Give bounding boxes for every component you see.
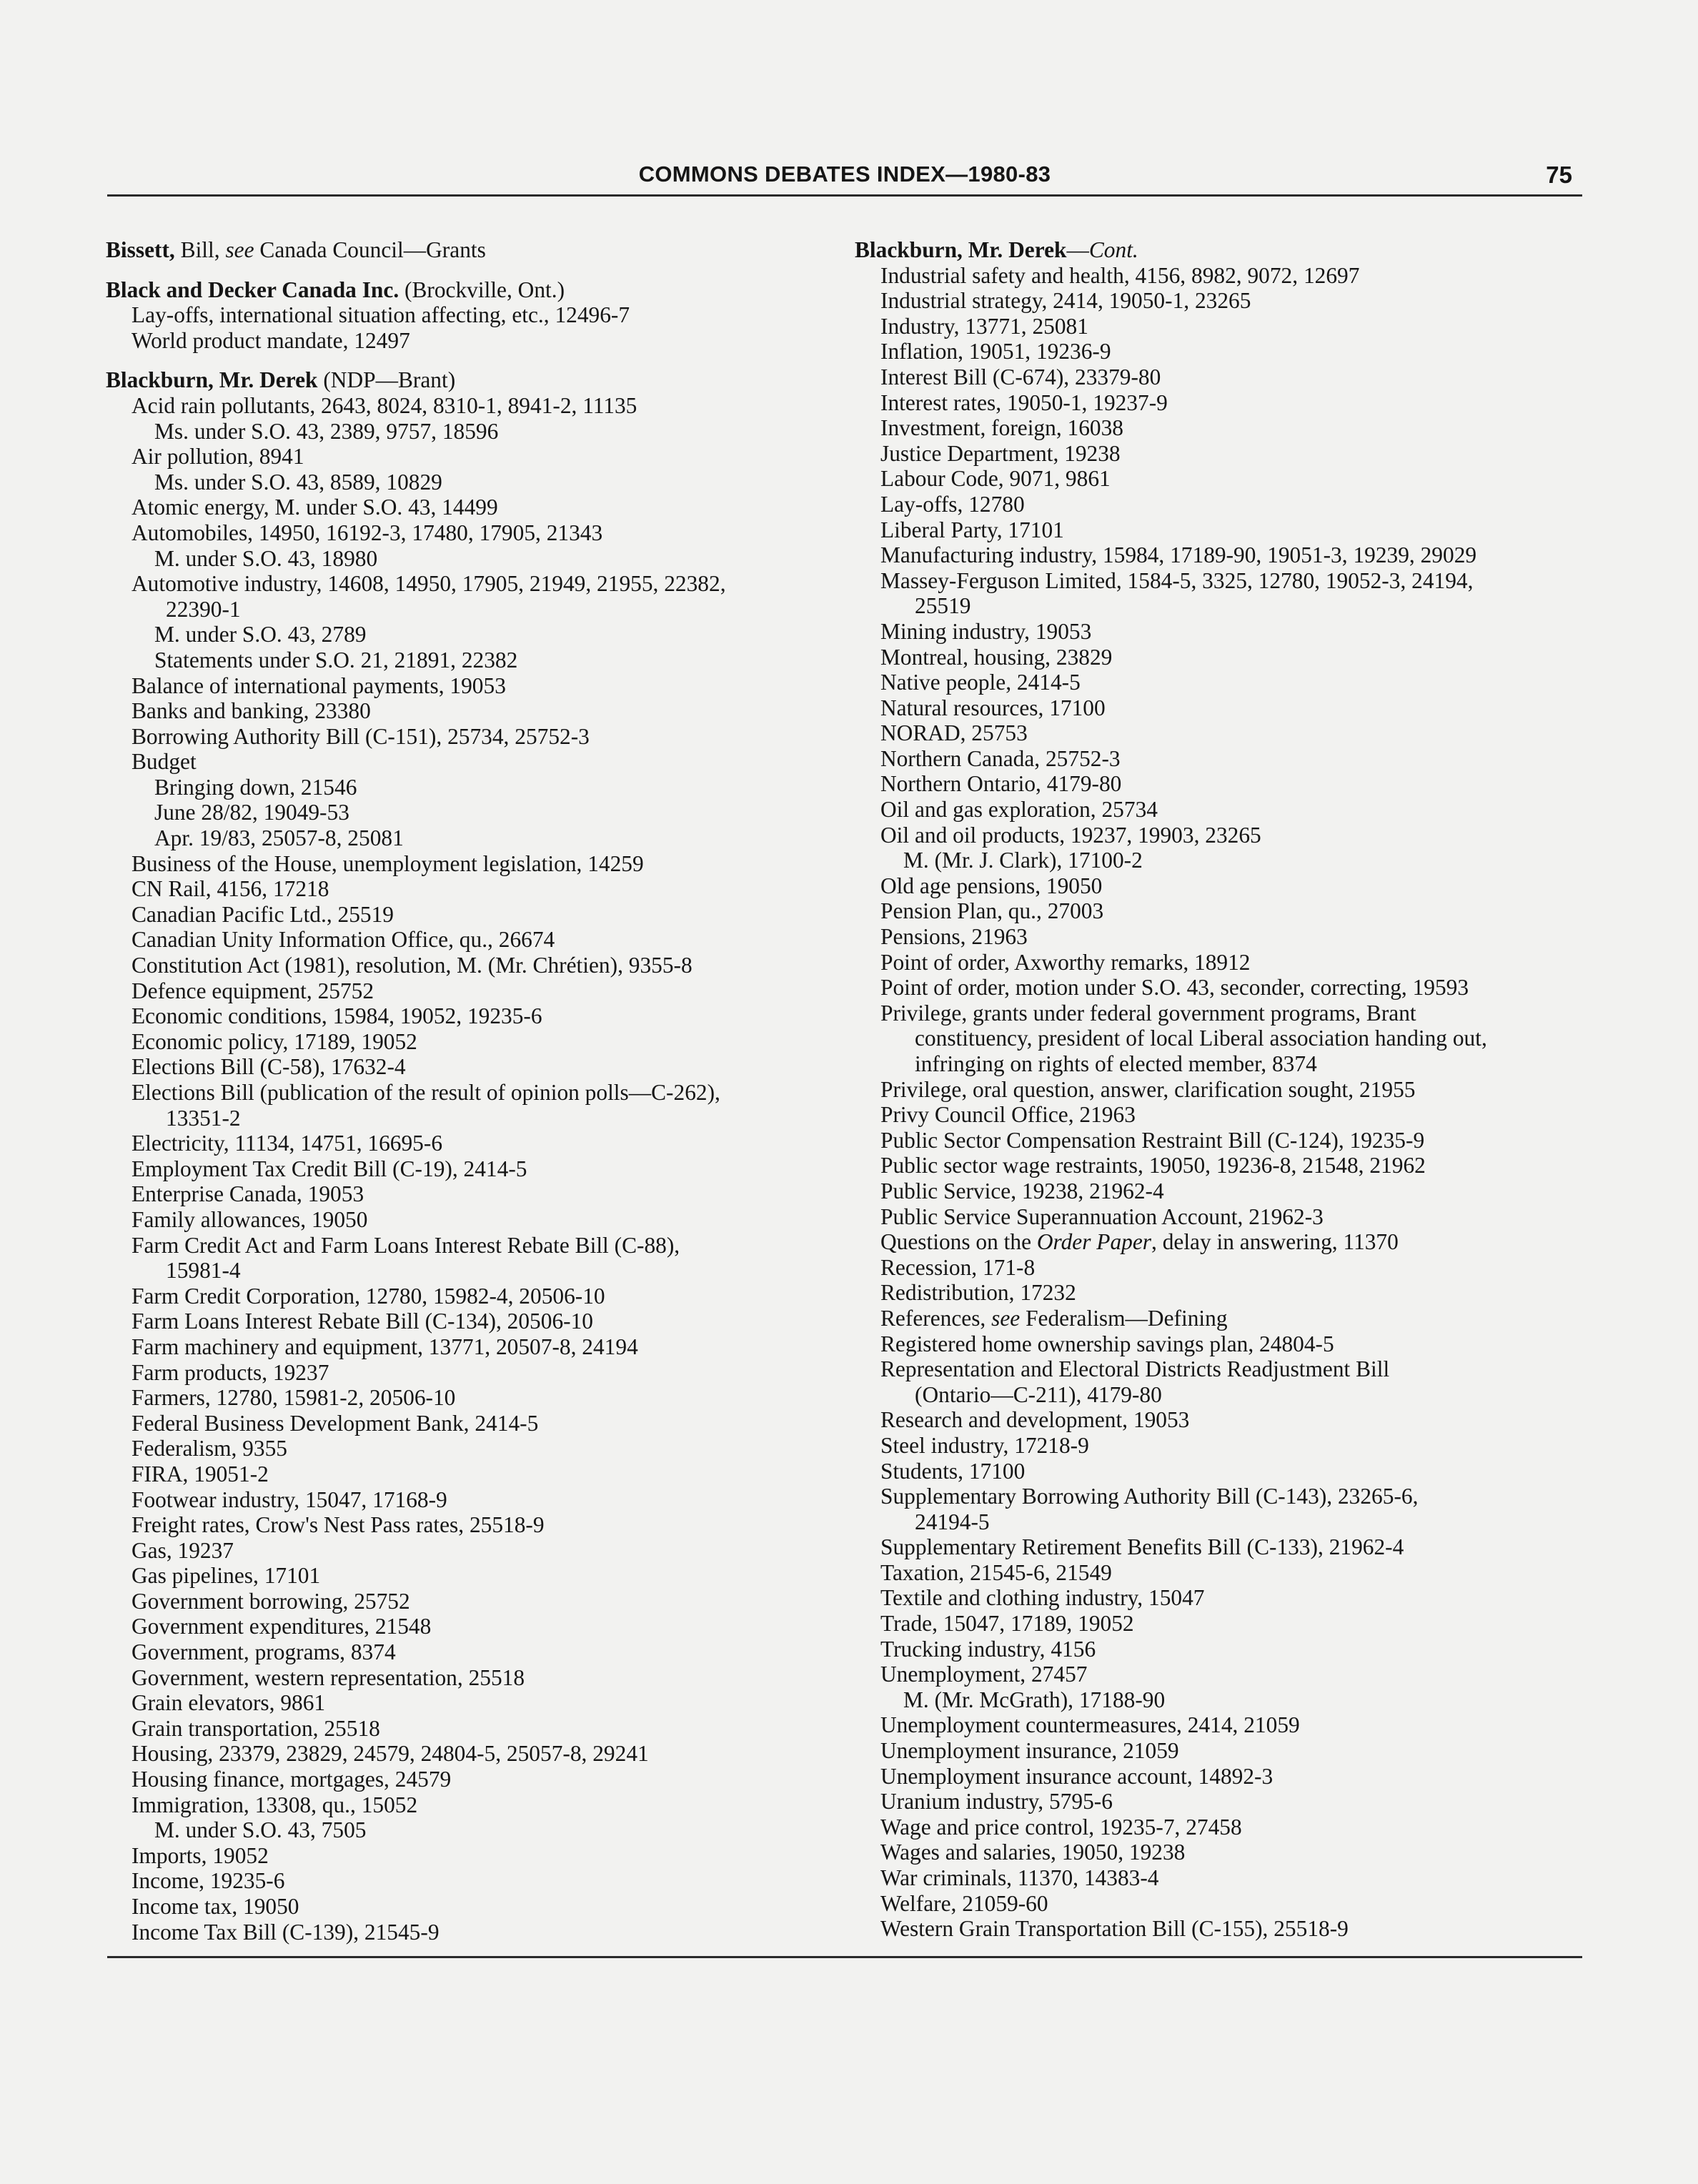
subentry-text: Inflation, 19051, 19236-9 <box>880 339 1111 364</box>
sub-subentry <box>106 800 835 825</box>
subentry-text: M. under S.O. 43, 18980 <box>154 545 378 571</box>
subentry-text: Budget <box>131 749 197 775</box>
subentry-text: Economic conditions, 15984, 19052, 19235-6 <box>131 1003 542 1029</box>
subentry-text: 15981-4 <box>166 1258 241 1284</box>
subentry-text: Research and development, 19053 <box>880 1407 1190 1433</box>
running-head-title: COMMONS DEBATES INDEX—1980-83 <box>638 162 1051 187</box>
subentry <box>106 1309 835 1334</box>
subentry-text: Borrowing Authority Bill (C-151), 25734, 25752-3 <box>131 723 590 749</box>
footer-rule <box>107 1956 1582 1958</box>
subentry <box>106 724 835 750</box>
subentry-text: infringing on rights of elected member, 8374 <box>915 1051 1317 1076</box>
subentry-text: Taxation, 21545-6, 21549 <box>880 1559 1112 1585</box>
subentry-text: Mining industry, 19053 <box>880 618 1092 644</box>
subentry-text: Income Tax Bill (C-139), 21545-9 <box>131 1919 440 1945</box>
subentry <box>855 441 1591 467</box>
subentry-text: Ms. under S.O. 43, 8589, 10829 <box>154 469 442 495</box>
subentry-text: Government expenditures, 21548 <box>131 1614 432 1639</box>
subentry-text: June 28/82, 19049-53 <box>154 800 349 825</box>
subentry-text: Imports, 19052 <box>131 1842 269 1868</box>
subentry-text: Banks and banking, 23380 <box>131 698 371 724</box>
subentry <box>855 1611 1591 1637</box>
subentry <box>106 749 835 775</box>
subentry <box>855 1407 1591 1433</box>
subentry-continuation <box>106 1106 835 1131</box>
subentry <box>106 1181 835 1207</box>
subentry-text: Industrial safety and health, 4156, 8982, 9072, 12697 <box>880 262 1360 288</box>
subentry-text: Oil and oil products, 19237, 19903, 23265 <box>880 822 1261 848</box>
subentry <box>855 619 1591 645</box>
subentry-text: Pensions, 21963 <box>880 924 1028 950</box>
subentry-text: Privilege, oral question, answer, clarification sought, 21955 <box>880 1076 1416 1102</box>
subentry-text: M. under S.O. 43, 7505 <box>154 1817 367 1843</box>
subentry <box>855 797 1591 823</box>
subentry <box>855 314 1591 339</box>
subentry-text: Gas, 19237 <box>131 1537 234 1563</box>
subentry <box>855 1153 1591 1178</box>
subentry-text: Old age pensions, 19050 <box>880 873 1103 898</box>
entry-heading <box>106 237 835 263</box>
subentry <box>855 746 1591 772</box>
subentry-text: Recession, 171-8 <box>880 1254 1036 1280</box>
subentry-text: Point of order, Axworthy remarks, 18912 <box>880 949 1251 975</box>
subentry <box>106 1741 835 1767</box>
sub-subentry <box>106 775 835 800</box>
subentry-text: Immigration, 13308, qu., 15052 <box>131 1792 418 1817</box>
subentry-text: Elections Bill (C-58), 17632-4 <box>131 1054 406 1080</box>
subentry-text: Interest rates, 19050-1, 19237-9 <box>880 389 1168 415</box>
subentry <box>855 924 1591 950</box>
subentry <box>855 1128 1591 1153</box>
subentry-text: References, <box>880 1305 992 1331</box>
entry-heading <box>106 277 835 303</box>
subentry-text: Industrial strategy, 2414, 19050-1, 23265 <box>880 288 1251 314</box>
subentry-text: Supplementary Retirement Benefits Bill (C-133), 21962-4 <box>880 1534 1404 1560</box>
subentry-text: Welfare, 21059-60 <box>880 1890 1048 1916</box>
subentry-text: Apr. 19/83, 25057-8, 25081 <box>154 825 404 851</box>
subentry-text: constituency, president of local Liberal association handing out, <box>915 1026 1487 1051</box>
subentry-italic-text: see <box>991 1305 1021 1331</box>
subentry-text: Industry, 13771, 25081 <box>880 313 1088 339</box>
subentry-text: Public Service Superannuation Account, 21962-3 <box>880 1203 1324 1229</box>
subentry-text: Footwear industry, 15047, 17168-9 <box>131 1486 447 1512</box>
subentry-text: Questions on the <box>880 1229 1037 1255</box>
subentry <box>855 695 1591 721</box>
subentry <box>106 1589 835 1614</box>
subentry-text: Redistribution, 17232 <box>880 1280 1076 1306</box>
subentry <box>855 568 1591 594</box>
subentry-text: Manufacturing industry, 15984, 17189-90, 19051-3, 19239, 29029 <box>880 542 1477 568</box>
subentry-text: Unemployment insurance, 21059 <box>880 1738 1179 1764</box>
subentry-text: Uranium industry, 5795-6 <box>880 1789 1113 1815</box>
subentry <box>106 1003 835 1029</box>
subentry <box>106 1665 835 1691</box>
subentry <box>855 720 1591 746</box>
subentry-text: Economic policy, 17189, 19052 <box>131 1028 417 1054</box>
subentry <box>106 1385 835 1411</box>
subentry-text: Grain transportation, 25518 <box>131 1715 380 1741</box>
subentry <box>106 1156 835 1182</box>
subentry <box>106 1436 835 1461</box>
subentry <box>855 1484 1591 1509</box>
subentry-continuation <box>855 1051 1591 1077</box>
subentry-text: Labour Code, 9071, 9861 <box>880 466 1111 492</box>
subentry <box>106 1792 835 1818</box>
subentry <box>855 1637 1591 1662</box>
subentry <box>855 1840 1591 1865</box>
subentry-continuation <box>855 593 1591 619</box>
subentry-text-after: , delay in answering, 11370 <box>1151 1229 1399 1255</box>
subentry <box>106 1639 835 1665</box>
sub-subentry <box>106 622 835 647</box>
subentry <box>855 263 1591 289</box>
subentry-text: Electricity, 11134, 14751, 16695-6 <box>131 1131 443 1156</box>
subentry-text: Native people, 2414-5 <box>880 670 1081 695</box>
subentry-text: Public Sector Compensation Restraint Bill (C-124), 19235-9 <box>880 1127 1425 1153</box>
subentry <box>106 1360 835 1386</box>
subentry <box>106 1563 835 1589</box>
subentry-text: CN Rail, 4156, 17218 <box>131 876 329 902</box>
subentry-text-after: Federalism—Defining <box>1020 1305 1228 1331</box>
subentry-text: Air pollution, 8941 <box>131 444 304 470</box>
subentry <box>855 1001 1591 1026</box>
subentry-text: Investment, foreign, 16038 <box>880 415 1123 441</box>
subentry-text: Northern Canada, 25752-3 <box>880 745 1121 771</box>
subentry <box>855 1560 1591 1586</box>
subentry-text: Trucking industry, 4156 <box>880 1636 1096 1662</box>
subentry-text: Montreal, housing, 23829 <box>880 644 1113 670</box>
entry-qualifier: Bill, <box>174 237 226 262</box>
subentry <box>106 1461 835 1487</box>
subentry <box>106 927 835 953</box>
subentry <box>855 1280 1591 1306</box>
subentry <box>855 1102 1591 1128</box>
subentry-text: Farm Credit Corporation, 12780, 15982-4, 20506-10 <box>131 1283 605 1309</box>
subentry-text: 24194-5 <box>915 1509 990 1534</box>
subentry <box>106 876 835 902</box>
subentry <box>855 1306 1591 1331</box>
subentry-text: Public Service, 19238, 21962-4 <box>880 1178 1164 1203</box>
subentry-text: Family allowances, 19050 <box>131 1206 368 1232</box>
subentry <box>855 1204 1591 1230</box>
subentry <box>855 1738 1591 1764</box>
subentry-text: World product mandate, 12497 <box>131 327 410 353</box>
subentry-text: Farm Credit Act and Farm Loans Interest Rebate Bill (C-88), <box>131 1232 680 1258</box>
subentry <box>106 520 835 546</box>
subentry-text: Farm products, 19237 <box>131 1359 329 1385</box>
sub-subentry <box>106 825 835 851</box>
subentry-text: Federalism, 9355 <box>131 1436 287 1461</box>
subentry <box>106 1080 835 1106</box>
subentry <box>106 1411 835 1436</box>
subentry-continuation <box>855 1026 1591 1051</box>
subentry <box>106 1029 835 1055</box>
subentry-text: Textile and clothing industry, 15047 <box>880 1585 1205 1611</box>
subentry-continuation <box>855 1382 1591 1408</box>
subentry-italic-text: Order Paper <box>1036 1229 1151 1255</box>
subentry-text: Privy Council Office, 21963 <box>880 1102 1136 1128</box>
subentry <box>106 953 835 978</box>
sub-subentry <box>855 848 1591 873</box>
subentry-text: 25519 <box>915 593 971 619</box>
subentry-text: M. (Mr. J. Clark), 17100-2 <box>903 848 1143 873</box>
subentry <box>106 902 835 928</box>
subentry-text: Northern Ontario, 4179-80 <box>880 771 1122 797</box>
subentry-text: Enterprise Canada, 19053 <box>131 1181 364 1207</box>
subentry-text: (Ontario—C-211), 4179-80 <box>915 1381 1162 1407</box>
subentry-text: Point of order, motion under S.O. 43, seconder, correcting, 19593 <box>880 975 1469 1001</box>
subentry-text: Steel industry, 17218-9 <box>880 1432 1089 1458</box>
subentry <box>106 1894 835 1920</box>
index-entry <box>106 277 835 354</box>
subentry <box>106 1512 835 1538</box>
subentry-text: Defence equipment, 25752 <box>131 978 374 1003</box>
subentry <box>855 390 1591 416</box>
subentry <box>855 415 1591 441</box>
subentry-text: Farm machinery and equipment, 13771, 20507-8, 24194 <box>131 1334 638 1359</box>
subentry-text: Registered home ownership savings plan, 24804-5 <box>880 1331 1334 1356</box>
subentry <box>106 1716 835 1742</box>
subentry-text: Housing finance, mortgages, 24579 <box>131 1767 452 1792</box>
subentry <box>855 1459 1591 1484</box>
entry-name: Blackburn, Mr. Derek <box>855 237 1067 262</box>
subentry-text: Lay-offs, international situation affecting, etc., 12496-7 <box>131 302 630 328</box>
subentry-text: Interest Bill (C-674), 23379-80 <box>880 364 1161 389</box>
entry-see-reference: Cont. <box>1088 237 1138 262</box>
subentry-text: Massey-Ferguson Limited, 1584-5, 3325, 12780, 19052-3, 24194, <box>880 567 1474 593</box>
subentry-text: Farmers, 12780, 15981-2, 20506-10 <box>131 1385 456 1411</box>
subentry <box>855 1356 1591 1382</box>
subentry <box>855 898 1591 924</box>
subentry <box>855 823 1591 848</box>
subentry <box>106 1614 835 1639</box>
subentry <box>106 1207 835 1233</box>
subentry-text: 22390-1 <box>166 596 241 622</box>
subentry-continuation <box>106 1258 835 1284</box>
subentry <box>106 328 835 354</box>
subentry-text: Natural resources, 17100 <box>880 695 1106 720</box>
subentry <box>106 673 835 699</box>
subentry-text: Constitution Act (1981), resolution, M. (Mr. Chrétien), 9355-8 <box>131 953 692 978</box>
subentry <box>106 1131 835 1156</box>
index-column-left <box>106 237 835 1945</box>
subentry <box>106 393 835 419</box>
subentry-text: Employment Tax Credit Bill (C-19), 2414-5 <box>131 1156 527 1181</box>
entry-name: Black and Decker Canada Inc. <box>106 277 399 302</box>
subentry-text: Income tax, 19050 <box>131 1894 299 1919</box>
subentry-text: Lay-offs, 12780 <box>880 491 1025 517</box>
subentry <box>855 1891 1591 1917</box>
subentry <box>855 1585 1591 1611</box>
subentry <box>106 495 835 520</box>
subentry <box>106 1487 835 1513</box>
subentry-text: Pension Plan, qu., 27003 <box>880 898 1104 924</box>
subentry-text: Atomic energy, M. under S.O. 43, 14499 <box>131 495 498 520</box>
subentry-text: NORAD, 25753 <box>880 720 1028 746</box>
subentry-continuation <box>106 597 835 622</box>
subentry <box>106 571 835 597</box>
subentry <box>855 288 1591 314</box>
subentry-text: Western Grain Transportation Bill (C-155), 25518-9 <box>880 1916 1349 1942</box>
subentry <box>106 1538 835 1564</box>
entry-heading <box>855 237 1591 263</box>
subentry-text: Automotive industry, 14608, 14950, 17905, 21949, 21955, 22382, <box>131 571 726 597</box>
entry-qualifier: (NDP—Brant) <box>317 367 456 393</box>
page-header <box>107 159 1582 197</box>
subentry-text: Balance of international payments, 19053 <box>131 672 506 698</box>
subentry-text: Wage and price control, 19235-7, 27458 <box>880 1814 1242 1840</box>
subentry <box>106 1843 835 1869</box>
subentry-text: Oil and gas exploration, 25734 <box>880 797 1158 823</box>
sub-subentry <box>106 647 835 673</box>
subentry <box>855 645 1591 670</box>
subentry-text: Grain elevators, 9861 <box>131 1690 326 1716</box>
subentry <box>855 1433 1591 1459</box>
index-entry <box>106 367 835 1945</box>
subentry <box>855 1865 1591 1891</box>
subentry <box>106 1233 835 1259</box>
subentry-text: Canadian Pacific Ltd., 25519 <box>131 901 394 927</box>
subentry <box>106 851 835 877</box>
entry-qualifier: (Brockville, Ont.) <box>399 277 565 302</box>
entry-qualifier: — <box>1066 237 1089 262</box>
subentry <box>855 517 1591 543</box>
subentry-text: FIRA, 19051-2 <box>131 1461 269 1486</box>
subentry <box>855 1916 1591 1942</box>
subentry-text: Unemployment countermeasures, 2414, 21059 <box>880 1712 1300 1738</box>
subentry <box>855 670 1591 695</box>
subentry <box>106 698 835 724</box>
subentry-text: Trade, 15047, 17189, 19052 <box>880 1611 1134 1637</box>
sub-subentry <box>106 470 835 495</box>
subentry-text: Students, 17100 <box>880 1458 1026 1484</box>
subentry <box>855 492 1591 517</box>
index-entry <box>855 237 1591 1942</box>
subentry-text: Privilege, grants under federal government programs, Brant <box>880 1000 1416 1026</box>
subentry <box>855 1178 1591 1204</box>
subentry <box>106 302 835 328</box>
subentry <box>106 1690 835 1716</box>
subentry-text: Gas pipelines, 17101 <box>131 1563 321 1589</box>
subentry-text: 13351-2 <box>166 1105 241 1131</box>
sub-subentry <box>855 1687 1591 1713</box>
subentry <box>855 1789 1591 1815</box>
subentry <box>106 1920 835 1945</box>
subentry <box>855 1255 1591 1281</box>
sub-subentry <box>106 546 835 572</box>
subentry-text: Canadian Unity Information Office, qu., 26674 <box>131 927 555 953</box>
entry-heading <box>106 367 835 393</box>
subentry-text: Automobiles, 14950, 16192-3, 17480, 17905, 21343 <box>131 520 603 545</box>
subentry-text: Statements under S.O. 21, 21891, 22382 <box>154 647 518 672</box>
index-entry <box>106 237 835 263</box>
subentry-text: Government, programs, 8374 <box>131 1639 396 1665</box>
subentry-text: Unemployment insurance account, 14892-3 <box>880 1763 1274 1789</box>
subentry-text: Income, 19235-6 <box>131 1868 285 1894</box>
subentry-text: Liberal Party, 17101 <box>880 517 1064 542</box>
subentry <box>855 1229 1591 1255</box>
subentry-text: Federal Business Development Bank, 2414-5 <box>131 1410 539 1436</box>
entry-name: Blackburn, Mr. Derek <box>106 367 318 393</box>
subentry <box>855 542 1591 568</box>
subentry-text: Justice Department, 19238 <box>880 440 1121 466</box>
index-column-right <box>855 237 1591 1942</box>
sub-subentry <box>106 1817 835 1843</box>
subentry-text: Acid rain pollutants, 2643, 8024, 8310-1, 8941-2, 11135 <box>131 392 637 418</box>
subentry-text: Public sector wage restraints, 19050, 19236-8, 21548, 21962 <box>880 1153 1426 1178</box>
subentry <box>855 873 1591 899</box>
subentry <box>106 1334 835 1360</box>
subentry-text: M. under S.O. 43, 2789 <box>154 622 367 647</box>
subentry <box>855 1331 1591 1357</box>
subentry <box>855 1077 1591 1103</box>
subentry <box>855 1815 1591 1840</box>
subentry-text: Freight rates, Crow's Nest Pass rates, 25518-9 <box>131 1512 545 1538</box>
subentry-text: Elections Bill (publication of the result of opinion polls—C-262), <box>131 1080 720 1105</box>
subentry-text: M. (Mr. McGrath), 17188-90 <box>903 1687 1166 1712</box>
subentry <box>106 1284 835 1309</box>
subentry-text: Wages and salaries, 19050, 19238 <box>880 1840 1186 1865</box>
subentry-text: Government, western representation, 25518 <box>131 1664 525 1690</box>
page-number: 75 <box>1546 162 1572 188</box>
subentry <box>855 466 1591 492</box>
subentry-text: Housing, 23379, 23829, 24579, 24804-5, 25057-8, 29241 <box>131 1741 649 1767</box>
subentry-text: Ms. under S.O. 43, 2389, 9757, 18596 <box>154 418 499 444</box>
subentry <box>855 771 1591 797</box>
subentry <box>106 1054 835 1080</box>
subentry <box>855 950 1591 976</box>
sub-subentry <box>106 419 835 445</box>
entry-name: Bissett, <box>106 237 175 262</box>
subentry-text: War criminals, 11370, 14383-4 <box>880 1865 1159 1890</box>
subentry <box>855 1534 1591 1560</box>
subentry <box>106 1767 835 1792</box>
subentry-text: Business of the House, unemployment legislation, 14259 <box>131 850 644 876</box>
subentry-text: Unemployment, 27457 <box>880 1662 1088 1687</box>
entry-see-reference: see <box>225 237 254 262</box>
subentry <box>855 1662 1591 1687</box>
subentry <box>855 339 1591 364</box>
subentry <box>855 1712 1591 1738</box>
subentry-text: Bringing down, 21546 <box>154 774 357 800</box>
subentry <box>106 444 835 470</box>
subentry-text: Representation and Electoral Districts Readjustment Bill <box>880 1356 1390 1382</box>
entry-see-target: Canada Council—Grants <box>254 237 486 262</box>
subentry <box>106 1868 835 1894</box>
subentry <box>855 364 1591 390</box>
subentry <box>106 978 835 1004</box>
subentry <box>855 1764 1591 1790</box>
subentry-text: Supplementary Borrowing Authority Bill (C-143), 23265-6, <box>880 1484 1419 1509</box>
subentry-text: Government borrowing, 25752 <box>131 1588 410 1614</box>
subentry <box>855 975 1591 1001</box>
subentry-continuation <box>855 1509 1591 1535</box>
subentry-text: Farm Loans Interest Rebate Bill (C-134), 20506-10 <box>131 1309 593 1334</box>
